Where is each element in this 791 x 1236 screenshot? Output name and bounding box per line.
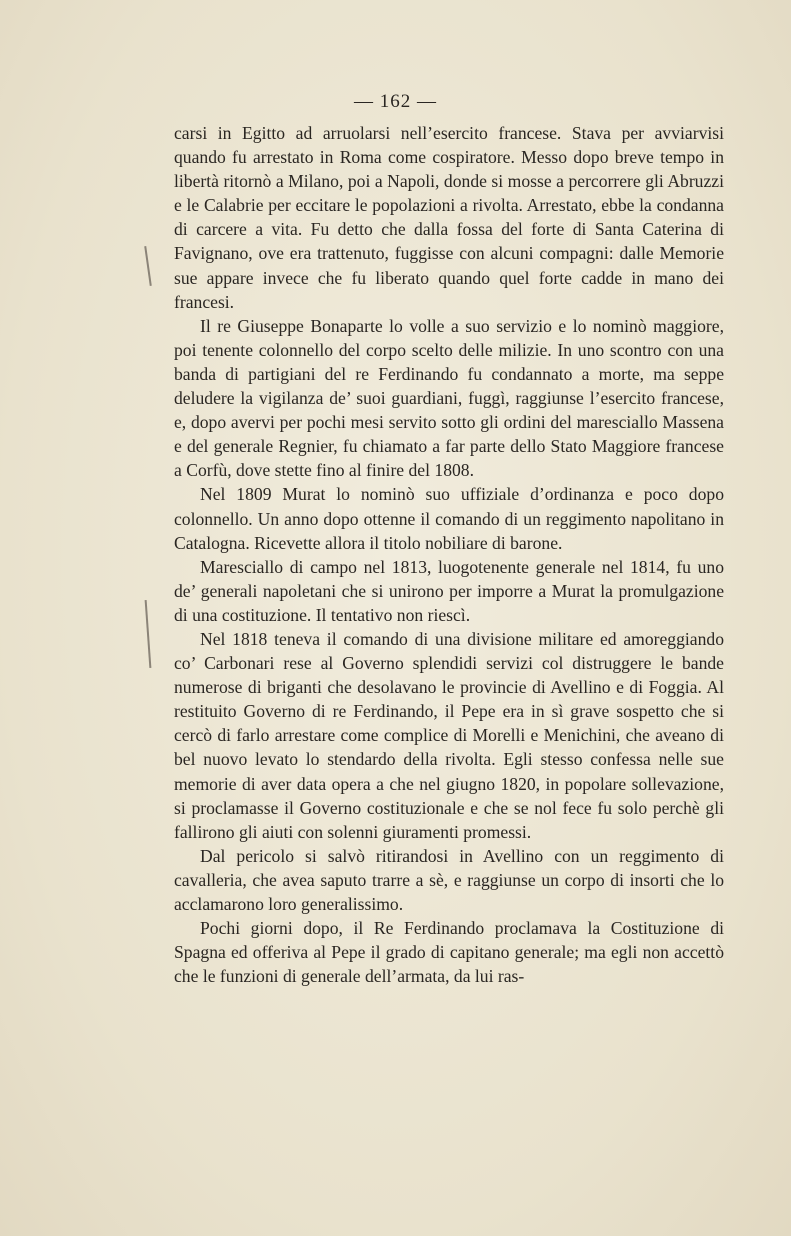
paragraph: Nel 1818 teneva il comando di una divisione militare ed amoreggiando co’ Carbonari rese al Governo splendidi servizi col distruggere le bande numerose di briganti che desolavano le provincie di Avellino e di Foggia. Al restituito Governo di re Ferdinando, il Pepe era in sì grave sospetto che si cercò di farlo arrestare come complice di Morelli e Menichini, che aveano di bel nuovo levato lo stendardo della rivolta. Egli stesso confessa nelle sue memorie di aver data opera a che nel giugno 1820, in popolare sollevazione, si proclamasse il Governo costituzionale e che se nol fece fu solo perchè gli fallirono gli aiuti con solenni giuramenti promessi. [174,628,724,842]
page-number: — 162 — [354,91,437,112]
paragraph: Maresciallo di campo nel 1813, luogotenente generale nel 1814, fu uno de’ generali napoletani che si unirono per imporre a Murat la promulgazione di una costituzione. Il tentativo non riescì. [174,556,724,625]
body-text [174,121,724,988]
paragraph: Il re Giuseppe Bonaparte lo volle a suo servizio e lo nominò maggiore, poi tenente colonnello del corpo scelto delle milizie. In uno scontro con una banda di partigiani del re Ferdinando fu condannato a morte, ma seppe deludere la vigilanza de’ suoi guardiani, fuggì, raggiunse l’esercito francese, e, dopo avervi per pochi mesi servito sotto gli ordini del maresciallo Massena e del generale Regnier, fu chiamato a far parte dello Stato Maggiore francese a Corfù, dove stette fino al finire del 1808. [174,315,724,481]
paragraph: Dal pericolo si salvò ritirandosi in Avellino con un reggimento di cavalleria, che avea saputo trarre a sè, e raggiunse un corpo di insorti che lo acclamarono loro generalissimo. [174,845,724,914]
margin-pencil-mark [144,246,152,286]
margin-pencil-mark [145,600,152,668]
paragraph: carsi in Egitto ad arruolarsi nell’esercito francese. Stava per avviarvisi quando fu arrestato in Roma come cospiratore. Messo dopo breve tempo in libertà ritornò a Milano, poi a Napoli, donde si mosse a percorrere gli Abruzzi e le Calabrie per eccitare le popolazioni a rivolta. Arrestato, ebbe la condanna di carcere a vita. Fu detto che dalla fossa del forte di Santa Caterina di Favignano, ove era trattenuto, fuggisse con alcuni compagni: dalle Memorie sue appare invece che fu liberato quando quel forte cadde in mano dei francesi. [174,123,724,312]
paragraph: Pochi giorni dopo, il Re Ferdinando proclamava la Costituzione di Spagna ed offeriva al Pepe il grado di capitano generale; ma egli non accettò che le funzioni di generale dell’armata, da lui ras- [174,918,724,987]
paragraph: Nel 1809 Murat lo nominò suo uffiziale d’ordinanza e poco dopo colonnello. Un anno dopo ottenne il comando di un reggimento napolitano in Catalogna. Ricevette allora il titolo nobiliare di barone. [174,484,724,553]
